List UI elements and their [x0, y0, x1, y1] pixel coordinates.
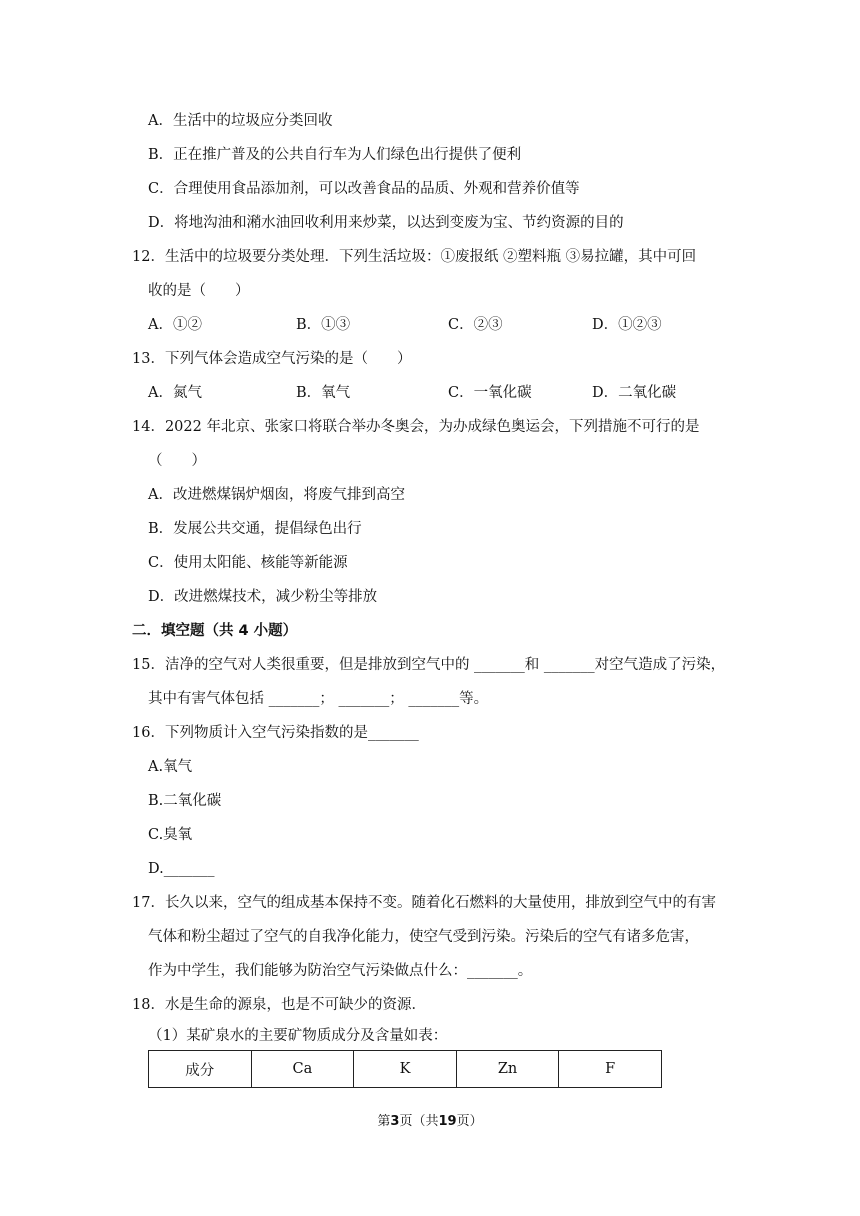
footer-page-number: 3: [390, 1114, 400, 1129]
q12-option-c: C．②③: [448, 317, 503, 333]
q14-option-c: C．使用太阳能、核能等新能源: [148, 555, 348, 571]
q13-option-a: A．氮气: [148, 385, 202, 401]
q17-stem-line3: 作为中学生，我们能够为防治空气污染做点什么：_______。: [148, 963, 533, 979]
section-2-title: 二．填空题（共 4 小题）: [132, 623, 298, 639]
q12-option-b: B．①③: [296, 317, 351, 333]
q12-option-a: A．①②: [148, 317, 202, 333]
q18-sub1: （1）某矿泉水的主要矿物质成分及含量如表：: [148, 1028, 448, 1044]
q13-option-b: B．氧气: [296, 385, 351, 401]
q11-option-c: C．合理使用食品添加剂，可以改善食品的品质、外观和营养价值等: [148, 181, 580, 197]
table-cell-ca: Ca: [251, 1051, 354, 1088]
q14-stem-line2: （ ）: [148, 453, 206, 469]
q12-stem-line1: 12．生活中的垃圾要分类处理．下列生活垃圾：①废报纸 ②塑料瓶 ③易拉罐，其中可回: [132, 249, 697, 265]
page-footer: [0, 1113, 860, 1131]
table-cell-f: F: [559, 1051, 662, 1088]
q11-option-a: A．生活中的垃圾应分类回收: [148, 113, 333, 129]
q17-stem-line1: 17．长久以来，空气的组成基本保持不变。随着化石燃料的大量使用，排放到空气中的有害: [132, 895, 716, 911]
q16-stem: 16．下列物质计入空气污染指数的是_______: [132, 725, 419, 741]
table-cell-k: K: [354, 1051, 457, 1088]
q11-option-b: B．正在推广普及的公共自行车为人们绿色出行提供了便利: [148, 147, 522, 163]
q14-stem-line1: 14．2022 年北京、张家口将联合举办冬奥会，为办成绿色奥运会，下列措施不可行的是: [132, 419, 700, 435]
q13-option-d: D．二氧化碳: [592, 385, 677, 401]
q14-option-a: A．改进燃煤锅炉烟囱，将废气排到高空: [148, 487, 405, 503]
q12-stem-line2: 收的是（ ）: [148, 283, 250, 299]
q13-stem: 13．下列气体会造成空气污染的是（ ）: [132, 351, 412, 367]
q16-option-a: A.氧气: [148, 759, 193, 775]
q11-option-d: D．将地沟油和潲水油回收利用来炒菜，以达到变废为宝、节约资源的目的: [148, 215, 624, 231]
table-cell-zn: Zn: [456, 1051, 559, 1088]
q17-stem-line2: 气体和粉尘超过了空气的自我净化能力，使空气受到污染。污染后的空气有诸多危害，: [148, 929, 699, 945]
footer-suffix: 页）: [456, 1114, 483, 1129]
q16-option-b: B.二氧化碳: [148, 793, 222, 809]
mineral-table: [148, 1050, 662, 1088]
table-row: [149, 1051, 662, 1088]
q18-stem: 18．水是生命的源泉，也是不可缺少的资源．: [132, 997, 426, 1013]
q13-option-c: C．一氧化碳: [448, 385, 532, 401]
footer-total-pages: 19: [438, 1114, 457, 1129]
q16-option-d: D._______: [148, 861, 215, 877]
q15-stem-line1: 15．洁净的空气对人类很重要，但是排放到空气中的 _______和 _______对空气造成了污染，: [132, 657, 726, 673]
q12-option-d: D．①②③: [592, 317, 662, 333]
q14-option-b: B．发展公共交通，提倡绿色出行: [148, 521, 362, 537]
footer-middle: 页（共: [399, 1114, 439, 1129]
q16-option-c: C.臭氧: [148, 827, 193, 843]
q15-stem-line2: 其中有害气体包括 _______； _______； _______等。: [148, 691, 489, 707]
table-cell-header: 成分: [149, 1051, 252, 1088]
footer-prefix: 第: [377, 1114, 391, 1129]
q14-option-d: D．改进燃煤技术，减少粉尘等排放: [148, 589, 378, 605]
